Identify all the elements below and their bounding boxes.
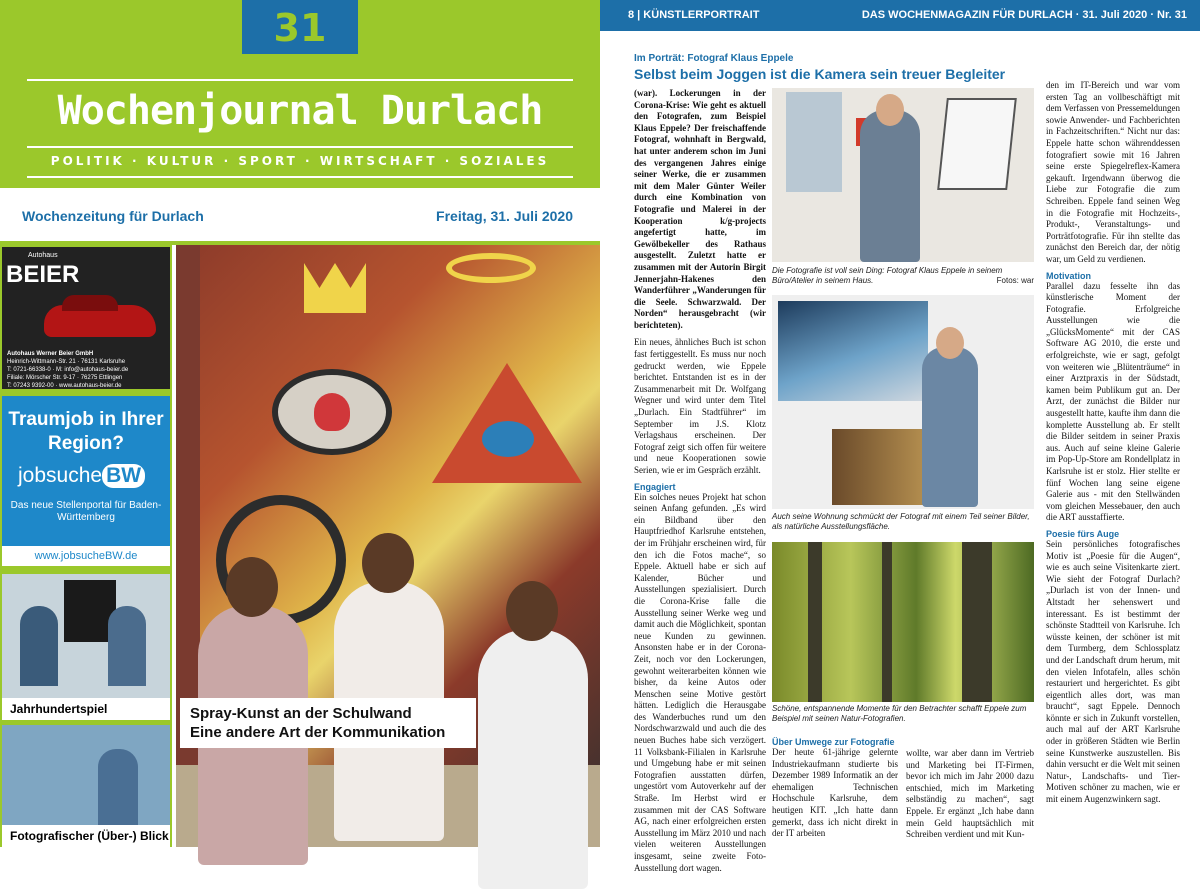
photo-caption: Schöne, entspannende Momente für den Betrachter schafft Eppele zum Beispiel mit seinen Natur-Fotografien. [772, 704, 1027, 723]
person [108, 606, 146, 686]
ad-line: Filiale: Mörscher Str. 9-17 · 76275 Ettlingen [7, 375, 123, 381]
issue-date: Freitag, 31. Juli 2020 [436, 208, 573, 224]
article-headline: Selbst beim Joggen ist die Kamera sein treuer Begleiter [634, 66, 1006, 82]
ad-line: Heinrich-Wittmann-Str. 21 · 76131 Karlsruhe [7, 359, 126, 365]
teaser-2-label[interactable]: Fotografischer (Über-) Blick [2, 825, 170, 847]
article-column-2 [772, 737, 898, 843]
cover-caption [180, 698, 476, 748]
paper-subtitle: Wochenzeitung für Durlach [22, 208, 204, 224]
window [786, 92, 842, 192]
page-header [600, 0, 1200, 31]
person-head [226, 557, 278, 617]
divider [27, 79, 573, 81]
person [20, 606, 58, 686]
ad-job-brand [18, 464, 145, 488]
article-column-4 [1046, 80, 1180, 843]
person [98, 749, 138, 825]
subheading: Engagiert [634, 481, 676, 492]
article-lead: (war). Lockerungen in der Corona-Krise: Wie geht es aktuell den Fotografen, zum Beispiel Klaus Eppele? Der freischaffende Fotograf, wohnhaft in Bergwald, hat unter anderem schon im Juni des vergangenen Jahres einige seiner Werke, die er zusammen mit dem Maler Günter Weiler durch eine Kombination von Fotografie und Malerei in der Kooperation k/g-projects angefertigt hatte, im Gewölbekeller des Rathaus ausgestellt. Zuletzt hatte er zusammen mit der Autorin Birgit Jennerjahn-Hakenes den Wanderführer „Wanderungen für die Seele. Schwarzwald. Der Norden“ herausgebracht (wir berichteten). [634, 88, 766, 330]
section-list: POLITIK · KULTUR · SPORT · WIRTSCHAFT · SOZIALES [50, 154, 550, 168]
brick-edge [176, 245, 200, 847]
ad-line: T: 07243 9392-00 · www.autohaus-beier.de [7, 383, 122, 389]
article-paragraph: den im IT-Bereich und war vom ersten Tag an vollbeschäftigt mit dem Verfassen von Pressemeldungen sowie Anwender- und Fachberichten in Fachzeitschriften.“ Nicht nur das: Eppele hatte schon währenddessen fotografiert sowie mit 16 Jahren seine erste Spiegelreflex-Kamera gekauft. Irgendwann überwog die Liebe zur Fotografie die zum Schreiben. Eppele fand seinen Weg in die Fotografie mit Hochzeits-, Produkt-, Veranstaltungs- und Porträtfotografie. Für ihn stellte das zunächst den Bereich dar, der nötig war, um Geld zu verdienen. [1046, 80, 1180, 264]
article-paragraph: wollte, war aber dann im Vertrieb und Marketing bei IT-Firmen, bevor ich mich im Jahr 2000 dazu entschied, mich im Marketing selbständig zu machen“, sagt Eppele. Er ergänzt „Ich habe dann mein Geld hauptsächlich mit Schreiben verdient und mit Kun- [906, 748, 1034, 840]
teaser-2-image[interactable] [2, 725, 170, 825]
paper-title: Wochenjournal Durlach [57, 88, 543, 134]
caption-text: Die Fotografie ist voll sein Ding: Fotograf Klaus Eppele in seinem Büro/Atelier in seinem Haus. [772, 266, 1003, 285]
caption-line: Spray-Kunst an der Schulwand [190, 705, 412, 722]
article-paragraph: Sein persönliches fotografisches Motiv ist „Poesie für die Augen“, wie es auch seine Visitenkarte ziert. Wie sieht der Fotograf Durlach? „Durlach ist von der Innen- und Altstadt her sehenswert und interessant. Es ist bestimmt der schönste Stadtteil von Karlsruhe. Ich wüsste keinen, der schöner ist mit dem Turmberg, dem Schlossplatz und der Landschaft drum herum, mit den vielen Infotafeln, alles schön restauriert und hergerichtet. Es gibt eigentlich alles dort, was man braucht“, sagt Eppele. Dennoch könnte er sich in Zukunft vorstellen, auch mal auf der ART Karlsruhe oder in größeren Städten wie Berlin seine Kunstwerke auszustellen. Bis dahin versucht er die Welt mit seinen Natur-, Landschafts- und Tier-Motiven schöner zu machen, wie er mit einem Augenzwinkern sagt. [1046, 538, 1180, 805]
tree-trunk [882, 542, 892, 702]
ad-logo: BEIER [6, 261, 80, 288]
car-image [44, 305, 156, 337]
person-head [506, 581, 558, 641]
ad-line: T: 0721-66338-0 · M: info@autohaus-beier.de [7, 367, 129, 373]
wall-picture [778, 301, 928, 401]
photographer [860, 110, 920, 262]
ad-autohaus-beier[interactable] [2, 247, 170, 389]
divider [27, 176, 573, 178]
photo-caption [772, 266, 1034, 286]
subheading: Motivation [1046, 270, 1091, 281]
article-paragraph: Ein solches neues Projekt hat schon seinen Anfang gefunden. „Es wird ein Bildband über den Hauptfriedhof Karlsruhe entstehen, der im Frühjahr erscheinen wird, für den ich die Fotos mache“, so Eppele. Aktuell habe er sich auf Kalender, Bücher und Ausstellungen spezialisiert. Durch die Corona-Krise falle die Ausstellung seiner Werke weg und damit auch die Möglichkeit, spontan neue Kunden zu gewinnen. Ansonsten habe er in der Corona-Zeit, noch vor den Lockerungen, gewohnt weiterarbeiten können wie bisher, da keine Autos oder Menschen seine Motive gestört hätten. Lediglich die Herausgabe des Wanderbuches rund um den Nordschwarzwald und auch die des neuen Buches habe sich verzögert. 11 Volksbank-Filialen in Karlsruhe und Umgebung habe er mit seinen Fotografien ausstatten dürfen, ungestört vom Autoverkehr auf der Straße. Im Herbst wird er zusammen mit der CAS Software AG, nach einer erfolgreichen ersten Ausstellung im März 2010 und nach vielen weiteren Ausstellungen insgesamt, seine zweite Foto-Ausstellung dort wagen. [634, 491, 766, 873]
photo-living-room[interactable] [772, 295, 1034, 509]
article-column-1 [634, 88, 766, 873]
inside-page [600, 0, 1200, 873]
cover-photo[interactable] [176, 245, 600, 847]
article-kicker: Im Porträt: Fotograf Klaus Eppele [634, 53, 794, 64]
ad-job-headline: Traumjob in Ihrer Region? [8, 409, 164, 454]
tree-trunk [962, 542, 992, 702]
ad-contact [7, 350, 168, 390]
photographer [922, 347, 978, 507]
brand-text: jobsuche [18, 464, 103, 487]
photo-atelier[interactable] [772, 88, 1034, 262]
page-label: 8 | KÜNSTLERPORTRAIT [628, 9, 760, 21]
ad-line: Autohaus Werner Beier GmbH [7, 351, 94, 357]
ad-job-tagline: Das neue Stellenportal für Baden-Württemberg [10, 500, 162, 523]
eye-graffiti [272, 369, 392, 455]
masthead [0, 0, 600, 188]
teaser-1-image[interactable] [2, 574, 170, 698]
photo-credit: Fotos: war [996, 276, 1034, 285]
teaser-1-label[interactable]: Jahrhundertspiel [2, 698, 170, 720]
subtitle-bar [0, 188, 600, 243]
masthead-right: DAS WOCHENMAGAZIN FÜR DURLACH · 31. Juli 2020 · Nr. 31 [861, 9, 1187, 21]
divider [27, 146, 573, 148]
cover-sidebar [0, 245, 172, 847]
subheading: Poesie fürs Auge [1046, 528, 1120, 539]
softbox [937, 98, 1017, 190]
issue-number: 31 [242, 0, 358, 54]
cover-page [0, 0, 600, 847]
article-paragraph: Ein neues, ähnliches Buch ist schon fast fertiggestellt. Es muss nur noch gedruckt werden, wie Eppele berichtet. Entstanden ist es in der Zusammenarbeit mit Dr. Wolfgang Wegner und wird unter dem Titel „Durlach. Ein Stadtführer“ im September im J.S. Klotz Verlagshaus erscheinen. Der Fotograf zeigt sich offen für weitere und neue Kooperationen sowie Serien, wie er im Gespräch erzählt. [634, 337, 766, 475]
ad-job-url[interactable]: www.jobsucheBW.de [2, 546, 170, 566]
ad-jobsuche[interactable] [2, 396, 170, 546]
brand-badge: BW [102, 464, 145, 488]
photo-caption: Auch seine Wohnung schmückt der Fotograf mit einem Teil seiner Bilder, als natürliche Ausstellungsfläche. [772, 512, 1030, 531]
article-column-3 [906, 737, 1034, 843]
article-paragraph: Der heute 61-jährige gelernte Industriekaufmann studierte bis Dezember 1989 Informatik an der ehemaligen Technischen Hochschule Karlsruhe, dem heutigen KIT. „Ich hatte dann gemerkt, dass ich nicht direkt in der IT arbeiten [772, 747, 898, 839]
photo-forest[interactable] [772, 542, 1034, 702]
person-head [362, 533, 414, 593]
subheading: Über Umwege zur Fotografie [772, 737, 895, 747]
ad-logo-small: Autohaus [28, 252, 58, 259]
halo-graffiti [446, 253, 536, 283]
caption-line: Eine andere Art der Kommunikation [190, 724, 446, 741]
tree-trunk [808, 542, 822, 702]
article-paragraph: Parallel dazu fesselte ihn das künstlerische Moment der Fotografie. Erfolgreiche Ausstellungen wie die „GlücksMomente“ mit der CAS Software AG 2010, die erste und erfolgreichste, wie er sagt, gefolgt von weiteren wie „Blütenträume“ in einer Arztpraxis in der Südstadt, kamen beim Publikum gut an. Der Arzt, der zunächst die Bilder nur ausgestellt hatte, kaufte ihm dann die komplette Ausstellung ab. Er stellt die Bilder seitdem in seiner Praxis aus. Auch auf seine kleine Galerie im Pop-Up-Store am Rondellplatz in Karlsruhe ist er stolz. Hier stellte er fünf Wochen lang seine eigene Galerie aus - mit den Stellwänden vom gleichen Messebauer, den auch die ART ausstaffierte. [1046, 280, 1180, 523]
person [478, 629, 588, 889]
